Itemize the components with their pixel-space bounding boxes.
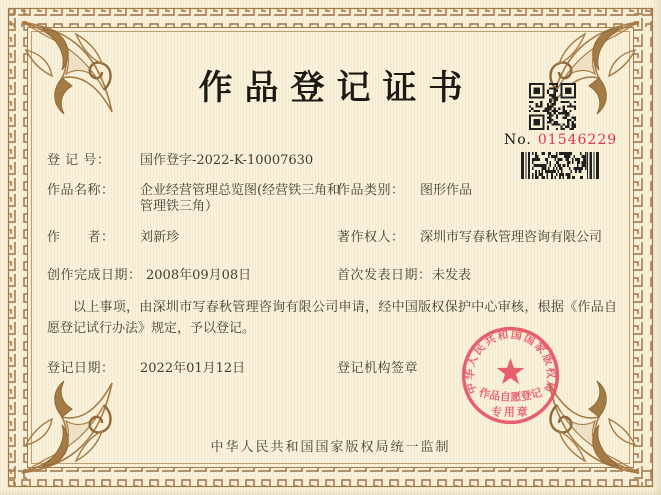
create-date-value: 2008年09月08日 — [146, 268, 252, 283]
publish-date-label: 首次发表日期： — [337, 268, 432, 283]
registration-statement: 以上事项，由深圳市写春秋管理咨询有限公司申请，经中国版权保护中心审核，根据《作品自愿登记试行办法》规定，予以登记。 — [47, 300, 617, 336]
seal-line1: 作品自愿登记 — [477, 385, 544, 404]
serial-prefix: No. — [504, 132, 532, 148]
svg-text:作品自愿登记 — [478, 385, 544, 404]
work-name-label: 作品名称： — [47, 183, 115, 198]
barcode — [521, 152, 599, 179]
create-date-label: 创作完成日期： — [47, 268, 142, 283]
author-label: 作 者： — [47, 230, 115, 245]
serial-number-line — [504, 132, 617, 148]
reg-date-value: 2022年01月12日 — [140, 361, 246, 376]
reg-date-label: 登记日期： — [47, 361, 115, 376]
qr-code — [529, 83, 576, 130]
reg-no-label: 登 记 号： — [47, 153, 111, 168]
footer-issuer: 中华人民共和国国家版权局统一监制 — [210, 440, 451, 455]
work-name-value: 企业经营管理总览图(经营铁三角和管理铁三角） — [140, 183, 341, 214]
serial-number: 01546229 — [537, 132, 618, 148]
official-seal — [459, 324, 562, 427]
publish-date-value: 未发表 — [432, 268, 472, 283]
seal-star-icon — [497, 358, 524, 384]
owner-label: 著作权人： — [337, 230, 405, 245]
owner-value: 深圳市写春秋管理咨询有限公司 — [420, 230, 603, 245]
sign-label: 登记机构签章 — [337, 361, 419, 376]
certificate-title: 作品登记证书 — [198, 68, 475, 108]
reg-no-value: 国作登字-2022-K-10007630 — [140, 153, 314, 168]
seal-line2: 专用章 — [491, 405, 530, 419]
work-type-label: 作品类别： — [337, 183, 405, 198]
seal-arc-text: 中华人民共和国国家版权局 — [463, 327, 558, 396]
work-type-value: 图形作品 — [420, 183, 473, 198]
author-value: 刘新珍 — [140, 230, 180, 245]
